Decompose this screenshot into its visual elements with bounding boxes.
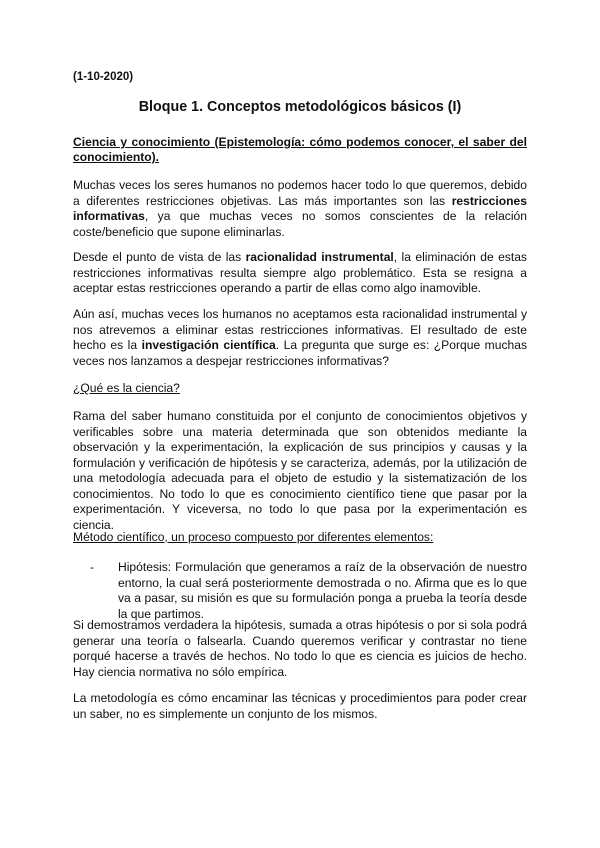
section-heading: Ciencia y conocimiento (Epistemología: cómo podemos conocer, el saber del conocimiento). bbox=[73, 135, 527, 165]
question-heading: ¿Qué es la ciencia? bbox=[73, 381, 180, 395]
paragraph-investigacion: Aún así, muchas veces los humanos no aceptamos esta racionalidad instrumental y nos atrevemos a eliminar estas restricciones informativas. El resultado de este hecho es la investigación científica. La pregunta que surge es: ¿Porque muchas veces nos lanzamos a despejar restricciones informativas? bbox=[73, 307, 528, 368]
paragraph-racionalidad: Desde el punto de vista de las racionalidad instrumental, la eliminación de estas restricciones informativas resulta siempre algo problemático. Esta se resigna a aceptar estas restricciones operando a partir de ellas como algo inamovible. bbox=[73, 250, 527, 295]
dash-bullet: - bbox=[90, 560, 95, 574]
bold-term: investigación científica bbox=[141, 338, 276, 352]
paragraph-metodologia: La metodología es cómo encaminar las técnicas y procedimientos para poder crear un saber, no es simplemente un conjunto de los mismos. bbox=[73, 691, 527, 721]
document-title: Bloque 1. Conceptos metodológicos básicos (I) bbox=[138, 99, 462, 115]
paragraph-restricciones: Muchas veces los seres humanos no podemos hacer todo lo que queremos, debido a diferentes restricciones objetivas. Las más importantes son las restricciones informativas, ya que muchas veces no somos conscientes de la relación coste/beneficio que supone eliminarlas. bbox=[73, 178, 527, 239]
bold-term: restricciones informativas bbox=[73, 193, 527, 223]
bullet-hipotesis: Hipótesis: Formulación que generamos a raíz de la observación de nuestro entorno, la cual será posteriormente demostrada o no. Afirma que es lo que va a pasar, su misión es que su formulación ponga a prueba la teoría desde la que partimos. bbox=[118, 560, 527, 621]
paragraph-ciencia-definicion: Rama del saber humano constituida por el conjunto de conocimientos objetivos y verificables sobre una materia determinada que son obtenidos mediante la observación y la experimentación, la explicación de sus principios y causas y la formulación y verificación de hipótesis y se caracteriza, además, por la utilización de una metodología adecuada para el objeto de estudio y la sistematización de los conocimientos. No todo lo que es conocimiento científico tiene que pasar por la experimentación. Y viceversa, no todo lo que pasa por la experimentación es ciencia. bbox=[73, 409, 527, 532]
bold-term: racionalidad instrumental bbox=[245, 250, 394, 264]
paragraph-hipotesis: Si demostramos verdadera la hipótesis, sumada a otras hipótesis o por si sola podrá generar una teoría o falsearla. Cuando queremos verificar y contrastar no tiene porqué hacerse a través de hechos. No todo lo que es ciencia es juicios de hecho. Hay ciencia normativa no sólo empírica. bbox=[73, 618, 527, 679]
document-date: (1-10-2020) bbox=[73, 71, 134, 83]
method-heading: Método científico, un proceso compuesto por diferentes elementos: bbox=[73, 530, 434, 544]
